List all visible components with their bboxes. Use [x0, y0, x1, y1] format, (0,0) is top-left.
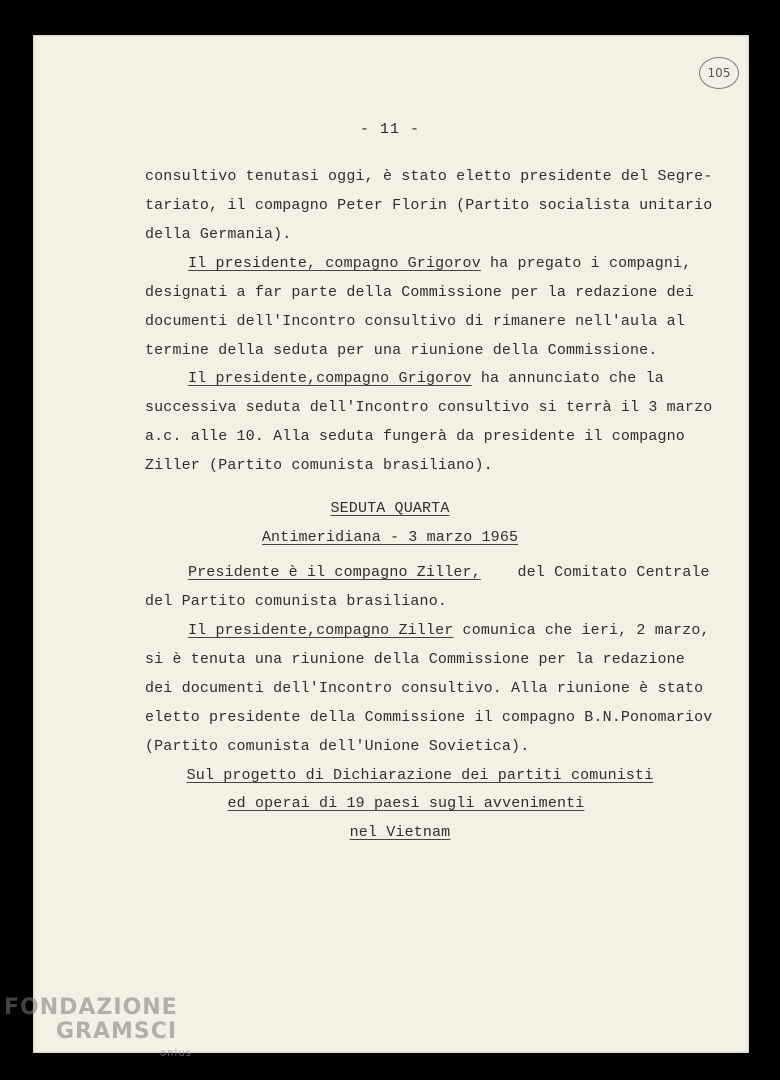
- text-line: successiva seduta dell'Incontro consultivo si terrà il 3 marzo: [145, 399, 713, 416]
- page-number: - 11 -: [359, 121, 420, 138]
- section-title: SEDUTA QUARTA: [330, 500, 450, 517]
- watermark-line: onlus: [160, 1048, 192, 1059]
- underlined-speaker: Presidente è il compagno Ziller,: [188, 564, 481, 581]
- underlined-speaker: Il presidente, compagno Grigorov: [188, 255, 481, 272]
- text-line: [188, 621, 710, 641]
- heading-line: nel Vietnam: [349, 824, 451, 841]
- text-line: a.c. alle 10. Alla seduta fungerà da presidente il compagno: [145, 428, 685, 445]
- heading-line: ed operai di 19 paesi sugli avvenimenti: [227, 795, 585, 812]
- text-span: comunica che ieri, 2 marzo,: [453, 622, 710, 639]
- text-line: documenti dell'Incontro consultivo di rimanere nell'aula al: [145, 313, 685, 330]
- text-line: consultivo tenutasi oggi, è stato eletto presidente del Segre-: [145, 168, 713, 185]
- text-line: Ziller (Partito comunista brasiliano).: [145, 457, 493, 474]
- text-line: (Partito comunista dell'Unione Sovietica).: [145, 738, 530, 755]
- text-line: [188, 369, 664, 389]
- underlined-speaker: Il presidente,compagno Grigorov: [188, 370, 472, 387]
- underlined-speaker: Il presidente,compagno Ziller: [188, 622, 454, 639]
- text-span: del Comitato Centrale: [480, 564, 710, 581]
- text-line: del Partito comunista brasiliano.: [145, 593, 447, 610]
- text-span: ha pregato i compagni,: [480, 255, 692, 272]
- text-span: ha annunciato che la: [471, 370, 664, 387]
- text-line: si è tenuta una riunione della Commissione per la redazione: [145, 651, 685, 668]
- text-line: della Germania).: [145, 226, 292, 243]
- heading-line: Sul progetto di Dichiarazione dei partiti comunisti: [186, 767, 654, 784]
- text-line: eletto presidente della Commissione il compagno B.N.Ponomariov: [145, 709, 713, 726]
- watermark-line: GRAMSCI: [56, 1019, 178, 1044]
- section-subtitle: Antimeridiana - 3 marzo 1965: [261, 529, 519, 546]
- text-line: termine della seduta per una riunione della Commissione.: [145, 342, 658, 359]
- text-line: dei documenti dell'Incontro consultivo. Alla riunione è stato: [145, 680, 704, 697]
- watermark-line: FONDAZIONE: [4, 995, 178, 1020]
- text-line: [188, 563, 710, 583]
- text-line: designati a far parte della Commissione per la redazione dei: [145, 284, 695, 301]
- watermark-logo: [4, 996, 192, 1066]
- text-line: tariato, il compagno Peter Florin (Partito socialista unitario: [145, 197, 713, 214]
- folio-stamp: 105: [699, 57, 739, 89]
- text-line: [188, 254, 691, 274]
